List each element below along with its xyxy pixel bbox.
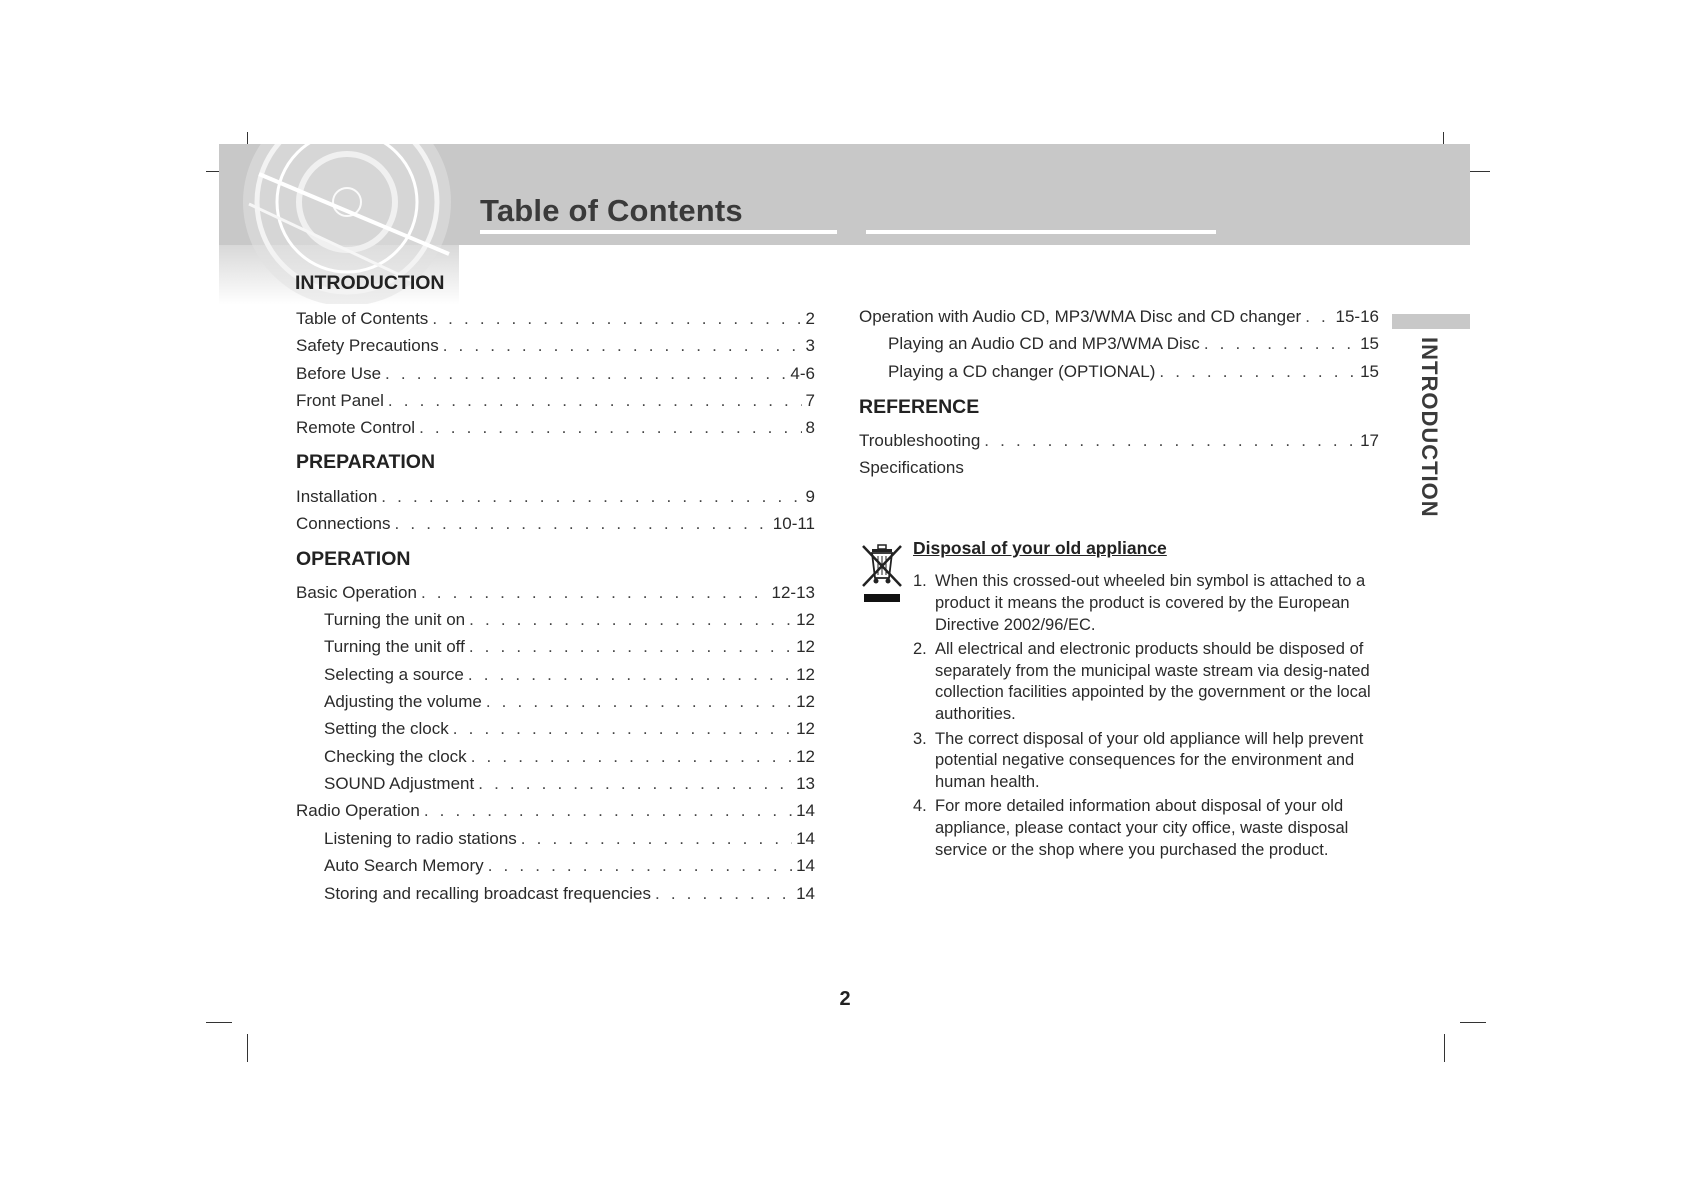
dot-leader — [381, 487, 801, 507]
toc-entry[interactable] — [296, 309, 815, 331]
toc-entry-page: 15-16 — [1335, 307, 1379, 326]
toc-entry-label: Playing an Audio CD and MP3/WMA Disc — [888, 334, 1200, 353]
dot-leader — [395, 514, 769, 534]
dot-leader — [1204, 334, 1356, 354]
toc-entry-page: 14 — [796, 856, 815, 875]
toc-entry-label: Before Use — [296, 364, 382, 383]
disposal-item — [913, 796, 1397, 861]
section-heading-reference: REFERENCE — [859, 396, 980, 418]
toc-entry-page: 14 — [796, 801, 815, 820]
dot-leader — [469, 610, 792, 630]
toc-entry-label: Safety Precautions — [296, 336, 439, 355]
toc-entry-label: Turning the unit on — [324, 610, 466, 629]
toc-subentry[interactable] — [888, 362, 1379, 384]
dot-leader — [1305, 307, 1331, 327]
toc-entry[interactable] — [296, 487, 815, 509]
dot-leader — [655, 884, 792, 904]
item-text: All electrical and electronic products should be disposed of separately from the municipal waste stream via desig-nated collection facilities appointed by the government or the local authorities. — [935, 639, 1371, 724]
dot-leader — [1159, 362, 1356, 382]
toc-entry-page: 12-13 — [771, 583, 815, 602]
toc-entry[interactable] — [296, 801, 815, 823]
toc-entry[interactable] — [296, 364, 815, 386]
disposal-item — [913, 571, 1397, 636]
toc-subentry[interactable] — [324, 665, 815, 687]
crossed-out-wheeled-bin-icon — [859, 542, 905, 604]
toc-entry-page: 12 — [796, 719, 815, 738]
toc-entry[interactable] — [296, 583, 815, 605]
toc-entry-page: 15 — [1360, 334, 1379, 353]
side-tab-label: INTRODUCTION — [1417, 337, 1442, 518]
toc-subentry[interactable] — [324, 747, 815, 769]
toc-subentry[interactable] — [324, 610, 815, 632]
item-text: For more detailed information about disposal of your old appliance, please contact your city office, waste disposal service or the shop where you purchased the product. — [935, 797, 1349, 860]
crop-mark — [1460, 1022, 1486, 1023]
dot-leader — [424, 801, 792, 821]
crop-mark — [247, 1034, 248, 1062]
dot-leader — [469, 637, 792, 657]
toc-entry[interactable] — [859, 458, 1379, 480]
dot-leader — [478, 774, 792, 794]
dot-leader — [388, 391, 802, 411]
toc-entry-page: 12 — [796, 692, 815, 711]
toc-entry-label: Operation with Audio CD, MP3/WMA Disc and CD changer — [859, 307, 1302, 326]
item-number: 3. — [913, 729, 927, 748]
item-text: When this crossed-out wheeled bin symbol is attached to a product it means the product is covered by the European Directive 2002/96/EC. — [935, 572, 1366, 634]
toc-entry[interactable] — [296, 336, 815, 358]
toc-entry-label: Front Panel — [296, 391, 384, 410]
toc-entry-label: Basic Operation — [296, 583, 417, 602]
page-number: 2 — [839, 988, 851, 1010]
toc-entry-label: Storing and recalling broadcast frequencies — [324, 884, 651, 903]
dot-leader — [471, 747, 792, 767]
toc-entry[interactable] — [296, 391, 815, 413]
toc-entry-page: 13 — [796, 774, 815, 793]
dot-leader — [421, 583, 768, 603]
toc-entry-page: 14 — [796, 829, 815, 848]
toc-subentry[interactable] — [324, 637, 815, 659]
disposal-item — [913, 639, 1397, 726]
toc-entry-label: Checking the clock — [324, 747, 467, 766]
item-number: 4. — [913, 797, 927, 816]
dot-leader — [432, 309, 801, 329]
toc-subentry[interactable] — [324, 692, 815, 714]
toc-subentry[interactable] — [888, 334, 1379, 356]
dot-leader — [468, 665, 792, 685]
toc-entry[interactable] — [296, 514, 815, 536]
dot-leader — [984, 431, 1356, 451]
toc-entry[interactable] — [859, 307, 1379, 329]
disposal-item — [913, 729, 1397, 794]
dot-leader — [488, 856, 792, 876]
section-heading-operation: OPERATION — [296, 548, 411, 570]
toc-entry-label: Table of Contents — [296, 309, 429, 328]
title-rule — [480, 230, 837, 234]
toc-entry-page: 7 — [805, 391, 815, 410]
toc-entry-label: Adjusting the volume — [324, 692, 482, 711]
toc-entry-page: 3 — [805, 336, 815, 355]
toc-entry-label: Auto Search Memory — [324, 856, 484, 875]
toc-subentry[interactable] — [324, 856, 815, 878]
toc-entry-label: Connections — [296, 514, 391, 533]
crop-mark — [206, 1022, 232, 1023]
toc-entry-label: Radio Operation — [296, 801, 420, 820]
toc-entry-label: Turning the unit off — [324, 637, 465, 656]
page-title: Table of Contents — [480, 193, 743, 228]
section-heading-introduction: INTRODUCTION — [295, 272, 445, 294]
toc-entry-label: Installation — [296, 487, 378, 506]
toc-entry[interactable] — [859, 431, 1379, 453]
toc-entry-page: 17 — [1360, 431, 1379, 450]
toc-entry-page: 12 — [796, 665, 815, 684]
disposal-title: Disposal of your old appliance — [913, 538, 1167, 558]
toc-entry[interactable] — [296, 418, 815, 440]
side-tab-bar — [1392, 314, 1470, 329]
toc-entry-page: 2 — [805, 309, 815, 328]
toc-entry-page: 4-6 — [790, 364, 815, 383]
dot-leader — [521, 829, 792, 849]
item-number: 1. — [913, 572, 927, 590]
toc-entry-page: 12 — [796, 637, 815, 656]
toc-subentry[interactable] — [324, 774, 815, 796]
toc-entry-label: Selecting a source — [324, 665, 464, 684]
toc-entry-page: 12 — [796, 747, 815, 766]
toc-entry-page: 9 — [805, 487, 815, 506]
toc-entry-label: Setting the clock — [324, 719, 449, 738]
toc-entry-label: Troubleshooting — [859, 431, 981, 450]
toc-entry-page: 8 — [805, 418, 815, 437]
toc-entry-page: 10-11 — [772, 514, 815, 533]
dot-leader — [385, 364, 786, 384]
disposal-list — [913, 571, 1397, 864]
title-rule — [866, 230, 1216, 234]
toc-entry-page: 12 — [796, 610, 815, 629]
section-heading-preparation: PREPARATION — [296, 451, 436, 473]
dot-leader — [419, 418, 801, 438]
toc-entry-label: Playing a CD changer (OPTIONAL) — [888, 362, 1156, 381]
dot-leader — [453, 719, 792, 739]
toc-entry-page: 14 — [796, 884, 815, 903]
toc-subentry[interactable] — [324, 884, 815, 906]
dot-leader — [486, 692, 792, 712]
toc-entry-label: SOUND Adjustment — [324, 774, 475, 793]
item-text: The correct disposal of your old appliance will help prevent potential negative consequences for the environment and human health. — [935, 729, 1364, 792]
dot-leader — [443, 336, 802, 356]
toc-subentry[interactable] — [324, 829, 815, 851]
crop-mark — [1444, 1034, 1445, 1062]
toc-entry-label: Listening to radio stations — [324, 829, 517, 848]
toc-entry-page: 15 — [1360, 362, 1379, 381]
toc-entry-label: Specifications — [859, 458, 964, 477]
toc-entry-label: Remote Control — [296, 418, 416, 437]
item-number: 2. — [913, 639, 927, 658]
toc-subentry[interactable] — [324, 719, 815, 741]
